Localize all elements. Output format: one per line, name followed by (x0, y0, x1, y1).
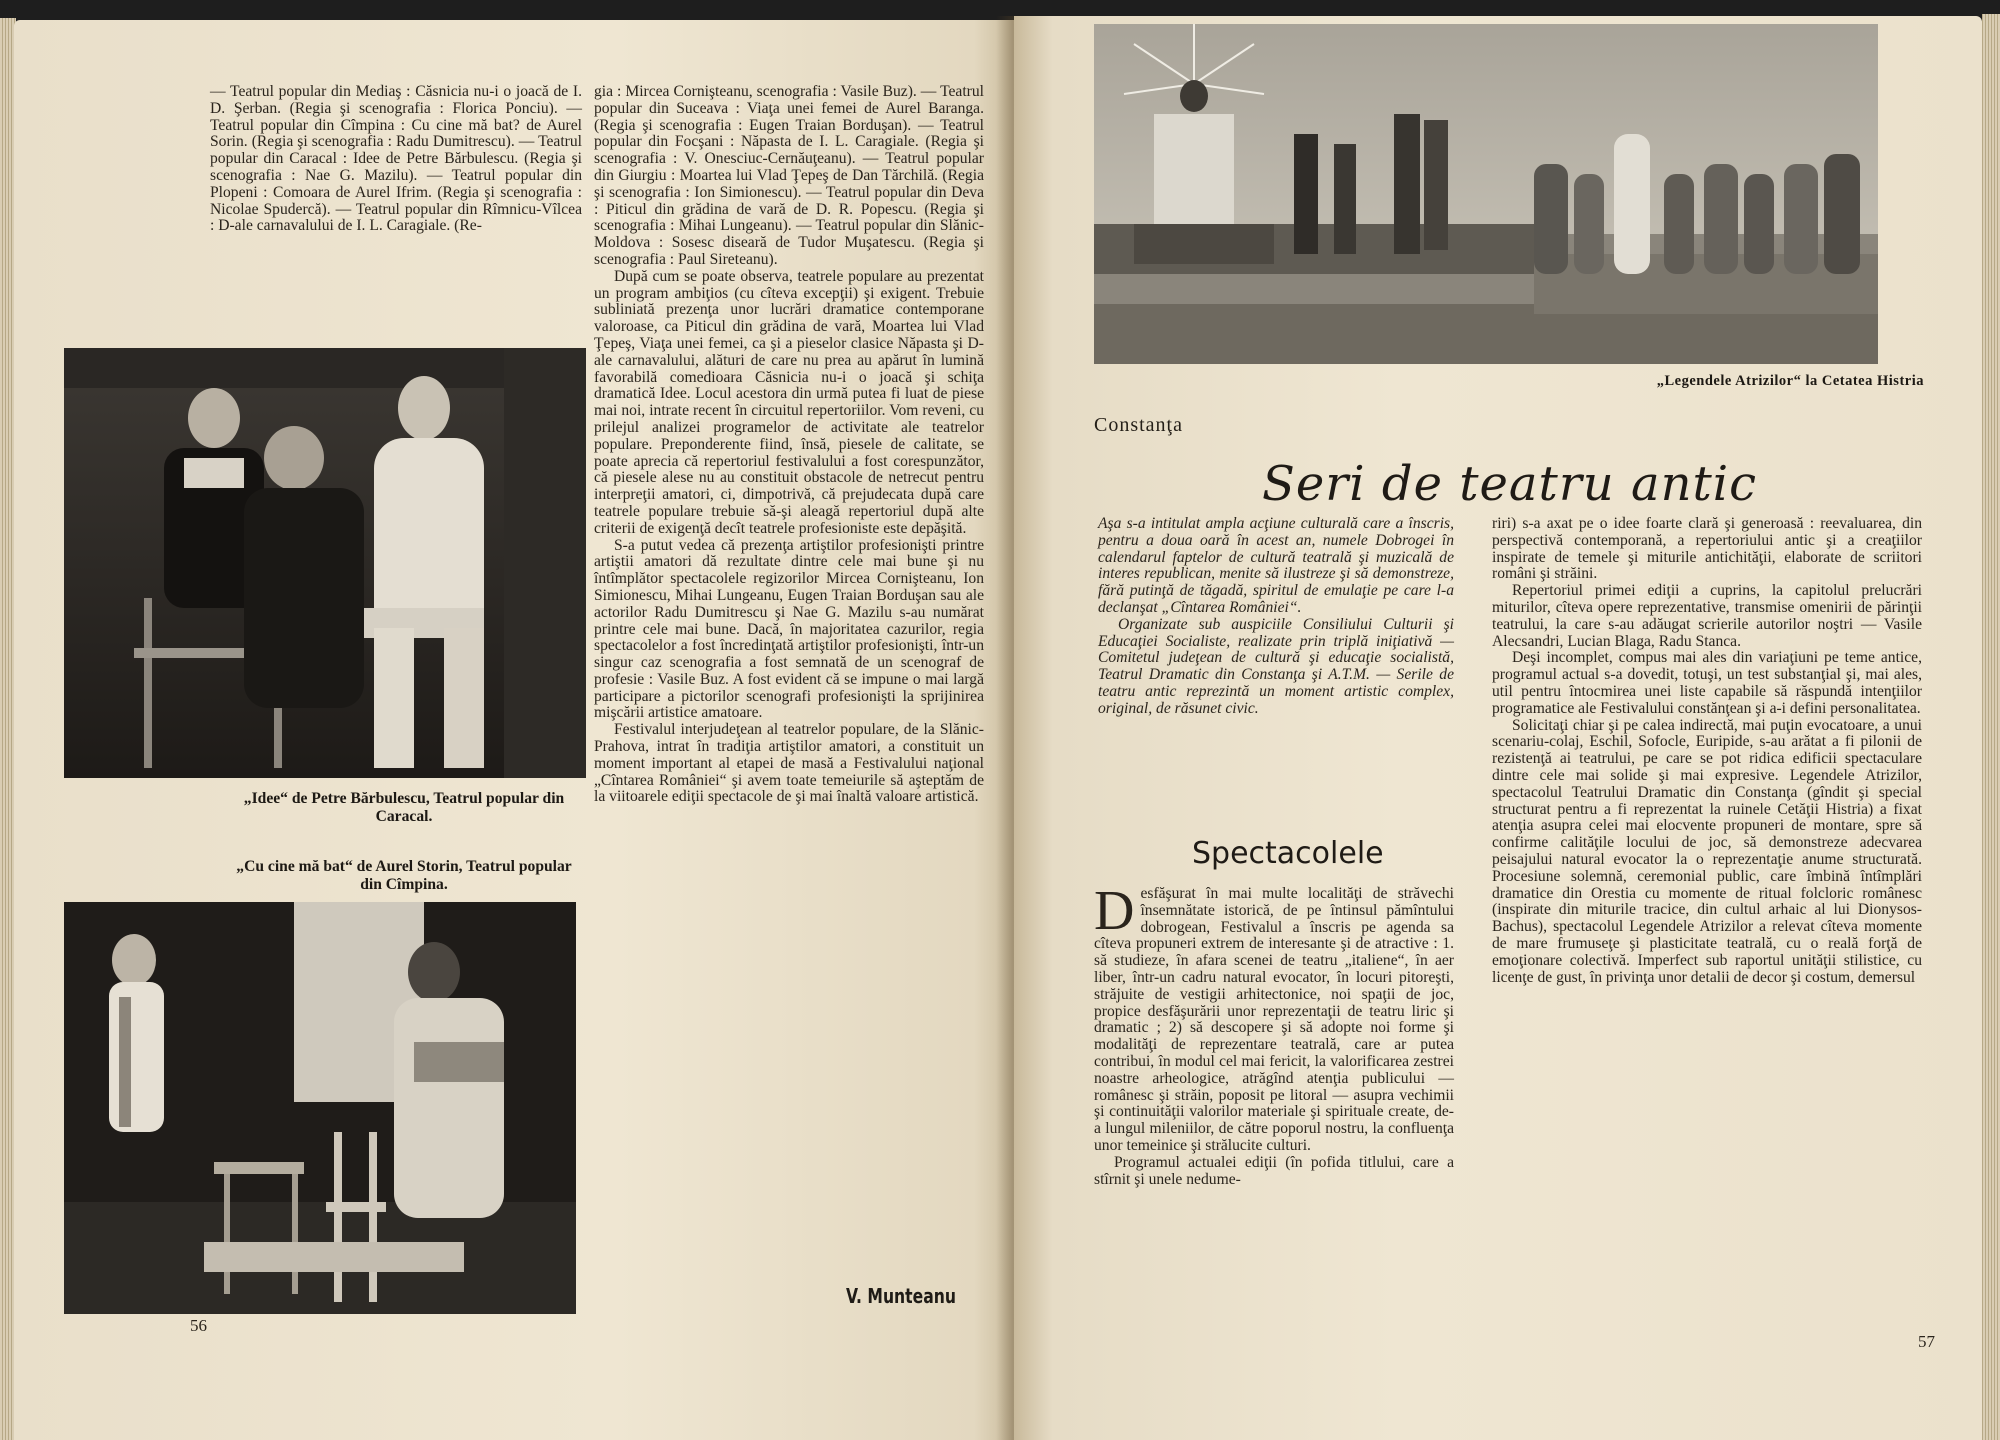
right-col-paragraph-4: Solicitaţi chiar şi pe calea indirectă, mai puţin evocatoare, a unui scenariu-colaj, Eschil, Sofocle, Euripide, s-au arătat a fi pilonii de rezistenţă ai teatrului, pe care se pot ridica edificii spectaculare dintre cele mai solide şi mai expresive. Legendele Atrizilor, spectacolul Teatrului Dramatic din Constanţa (gîndit şi special structurat pentru a fi reprezentat la ruinele Cetăţii Histria) a fixat atenţia asupra celei mai elocvente propuneri de montare, spre să confirme calităţile locului de joc, să demonstreze adecvarea peisajului natural evocator la o reprezentaţie anume structurată. Procesiune solemnă, ceremonial public, care îmbină întîmplări dramatice din Orestia cu momente de ritual folcloric românesc (inspirate din miturile tracice, din cultul arhaic al lui Dionysos-Bachus), spectacolul Legendele Atrizilor a relevat cîteva momente de mare frumuseţe şi plasticitate teatrală, cu o reală forţă de emoţionare colectivă. Imperfect sub raportul unităţii stilistice, cu licenţe de gust, în privinţa unor detalii de decor şi costum, demersul (1492, 716, 1922, 986)
intro-text (1098, 516, 1454, 718)
caption-idee: „Idee“ de Petre Bărbulescu, Teatrul popular din Caracal. (243, 790, 565, 825)
page-number-left: 56 (190, 1316, 207, 1335)
left-col2-paragraph-4: Festivalul interjudeţean al teatrelor populare, de la Slănic-Prahova, intrat în tradiţia artiştilor amatori, a constituit un moment important al etapei de masă a Festivalului naţional „Cîntarea României“ şi avem toate temeiurile să aşteptăm de la viitoarele ediţii spectacole de şi mai înaltă valoare artistică. (594, 721, 984, 806)
page-stack-right (1982, 14, 2000, 1440)
photo-idee-image (64, 348, 586, 778)
body-col-left (1094, 880, 1454, 1188)
intro-paragraph-2: Organizate sub auspiciile Consiliului Culturii şi Educaţiei Socialiste, realizate prin triplă iniţiativă — Comitetul judeţean de cultură şi educaţie socialistă, Teatrul Dramatic din Constanţa şi A.T.M. — Serile de teatru antic reprezintă un moment artistic complex, original, de răsunet civic. (1098, 615, 1454, 717)
left-col2-list: gia : Mircea Cornişteanu, scenografia : Vasile Buz). — Teatrul popular din Suceava : Viaţa unei femei de Aurel Baranga. (Regia şi scenografia : Eugen Traian Borduşan). — Teatrul popular din Focşani : Năpasta de I. L. Caragiale. (Regia şi scenografia : V. Onesciuc-Cernăuţeanu). — Teatrul popular din Giurgiu : Moartea lui Vlad Ţepeş de Dan Tărchilă. (Regia şi scenografia : Ion Simionescu). — Teatrul popular din Deva : Piticul din grădina de vară de D. R. Popescu. (Regia şi scenografia : Mihai Lungeanu). — Teatrul popular din Slănic-Moldova : Sosesc diseară de Tudor Muşatescu. (Regia şi scenografia : Paul Sireteanu). (594, 83, 984, 268)
article-title: Seri de teatru antic (1262, 456, 1758, 512)
body-paragraph-1-text: esfăşurat în mai multe localităţi de străvechi însemnătate istorică, de pe întinsul pămîntului dobrogean, Festivalul a înscris pe agenda sa cîteva propuneri extrem de interesante şi de atractive : 1. să studieze, în afara scenei de teatru „italiene“, în aer liber, într-un cadru natural evocator, în locuri pitoreşti, străjuite de vestigii arhitectonice, noi spaţii de joc, propice desfăşurării unor reprezentaţii de teatru liric şi dramatic ; 2) să descopere şi să adopte noi forme şi modalităţi de reprezentare teatrală, care ar putea contribui, în modul cel mai fericit, la valorificarea zestrei noastre arheologice, atrăgînd atenţia publicului — românesc şi străin, poposit pe litoral — asupra vechimii şi continuităţii valorilor materiale şi spirituale create, de-a lungul mileniilor, de către poporul nostru, la confluenţa unor temeinice şi strălucite culturi. (1094, 885, 1454, 1154)
left-col1-paragraph: — Teatrul popular din Mediaş : Căsnicia nu-i o joacă de I. D. Şerban. (Regia şi scenografia : Florica Ponciu). — Teatrul popular din Cîmpina : Cu cine mă bat? de Aurel Sorin. (Regia şi scenografia : Radu Dumitrescu). — Teatrul popular din Caracal : Idee de Petre Bărbulescu. (Regia şi scenografia : Nae G. Mazilu). — Teatrul popular din Plopeni : Comoara de Aurel Ifrim. (Regia şi scenografia : Nicolae Spudercă). — Teatrul popular din Rîmnicu-Vîlcea : D-ale carnavalului de I. L. Caragiale. (Re- (210, 83, 582, 235)
photo-cu-cine-ma-bat (64, 902, 576, 1314)
body-col-right (1492, 516, 1922, 986)
right-col-paragraph-3: Deşi incomplet, compus mai ales din variaţiuni pe teme antice, programul actual s-a dovedit, totuşi, un test substanţial şi, mai ales, util pentru întocmirea unei liste capabile să răspundă intenţiilor programatice ale Festivalului constănţean şi a-i defini personalitatea. (1492, 649, 1922, 717)
section-heading: Spectacolele (1192, 836, 1384, 871)
caption-legendele-atrizilor: „Legendele Atrizilor“ la Cetatea Histria (1656, 373, 1924, 389)
right-col-paragraph-2: Repertoriul primei ediţii a cuprins, la capitolul prelucrări miturilor, cîteva opere reprezentative, transmise omenirii de părinţii teatrului, la care s-au adăugat scrierile autorilor noştri — Vasile Alecsandri, Lucian Blaga, Radu Stanca. (1492, 582, 1922, 650)
body-paragraph-1 (1094, 880, 1454, 1155)
left-page (14, 20, 1014, 1440)
left-col2-text (594, 84, 984, 806)
photo-legendele-atrizilor-image (1094, 24, 1878, 364)
intro-paragraph-1: Aşa s-a intitulat ampla acţiune culturală care a înscris, pentru a doua oară în acest an, numele Dobrogei în calendarul faptelor de cultură teatrală şi muzicală de interes republican, menite să ilustreze şi să demonstreze, fără putinţă de tăgadă, spiritul de emulaţie pe care l-a declanşat „Cîntarea României“. (1098, 515, 1454, 616)
body-paragraph-2: Programul actualei ediţii (în pofida titlului, care a stîrnit şi unele nedume- (1094, 1153, 1454, 1188)
caption-cu-cine-ma-bat: „Cu cine mă bat“ de Aurel Storin, Teatrul popular din Cîmpina. (236, 858, 572, 893)
left-col1-text (210, 84, 582, 235)
section-city: Constanţa (1094, 414, 1183, 436)
photo-idee (64, 348, 586, 778)
drop-cap: D (1094, 880, 1135, 942)
photo-legendele-atrizilor (1094, 24, 1878, 364)
author-signature: V. Munteanu (846, 1284, 956, 1308)
photo-cu-cine-ma-bat-image (64, 902, 576, 1314)
left-col2-paragraph-2: După cum se poate observa, teatrele populare au prezentat un program ambiţios (cu cîteva excepţii) şi exigent. Trebuie subliniată prezenţa unor lucrări dramatice contemporane valoroase, ca Piticul din grădina de vară, Moartea lui Vlad Ţepeş, Viaţa unei femei, ca şi a pieselor clasice Năpasta şi D-ale carnavalului, alături de care nu prea au apărut în lumină favorabilă comedioara Căsnicia nu-i o joacă şi schiţa dramatică Idee. Locul acestora din urmă putea fi luat de piese mai noi, intrate recent în circuitul repertoriilor. Vom reveni, cu prilejul analizei programelor de activitate ale teatrelor populare. Preponderente fiind, însă, piesele de calitate, se poate aprecia că repertoriul festivalului a fost corespunzător, că piesele alese nu au constituit obstacole de netrecut pentru interpreţii amatori, ci, dimpotrivă, că prejudecata după care teatrele populare trebuie să-şi aleagă repertoriul după alte criterii de exigenţă decît teatrele profesioniste este depăşită. (594, 267, 984, 537)
left-col2-paragraph-3: S-a putut vedea că prezenţa artiştilor profesionişti printre artiştii amatori dă rezultate dintre cele mai bune şi nu întîmplător spectacolele regizorilor Mircea Cornişteanu, Ion Simionescu, Mihai Lungeanu, Eugen Traian Borduşan sau ale actorilor Radu Dumitrescu şi Nae G. Mazilu s-au numărat printre cele mai bune. Dacă, în majoritatea cazurilor, regia spectacolelor a fost încredinţată artiştilor profesionişti, într-un singur caz scenografia a fost semnată de un scenograf de profesie : Vasile Buz. A fost evident că se impune o mai largă participare a pictorilor scenografi profesionişti la sprijinirea mişcării artistice amatoare. (594, 536, 984, 722)
right-page (1014, 16, 1982, 1440)
page-number-right: 57 (1918, 1332, 1935, 1351)
right-col-paragraph-1: riri) s-a axat pe o idee foarte clară şi generoasă : reevaluarea, din perspectivă contemporană, a repertoriului antic şi a creaţiilor inspirate de temele şi miturile antichităţii, elaborate de scriitori români şi străini. (1492, 515, 1922, 583)
